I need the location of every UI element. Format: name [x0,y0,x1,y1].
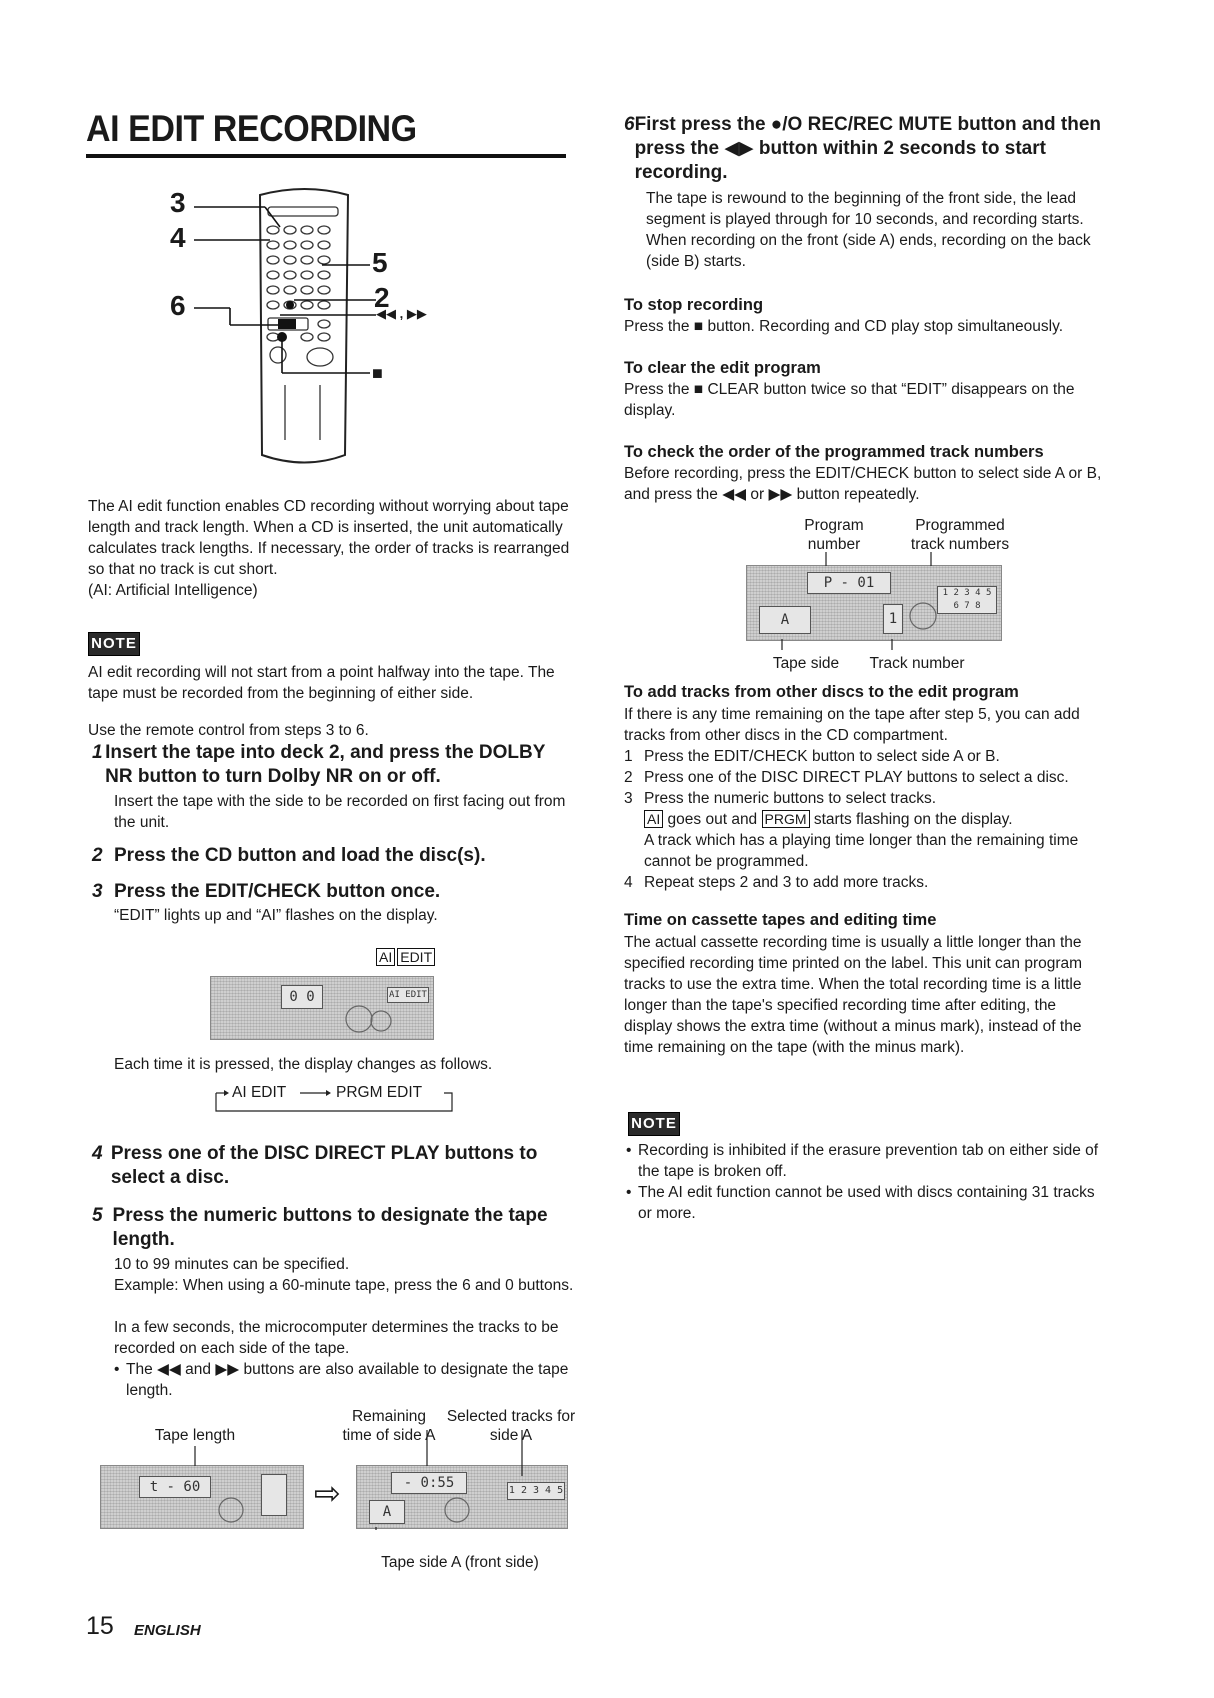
note2-bullet-1: Recording is inhibited if the erasure prevention tab on either side of the tape is broken off. [638,1142,1099,1180]
tape-side-label: Tape side [772,655,840,672]
lcd-segment: A [759,606,811,634]
list-item-text: Press one of the DISC DIRECT PLAY buttons to select a disc. [644,769,1069,786]
step-5-bullet [114,1359,574,1401]
list-item-detail [624,809,1106,830]
list-item [624,767,1106,788]
tape-length-label: Tape length [154,1427,236,1444]
flash-text-a: goes out and [667,811,758,828]
callout-5: 5 [372,247,388,278]
step-number: 1 [92,742,103,763]
add-tracks-intro: If there is any time remaining on the tape after step 5, you can add tracks from other discs in the CD compartment. [624,706,1080,744]
list-number: 2 [624,769,633,786]
callout-lines [746,540,1046,660]
list-item [624,872,1106,893]
intro-abbr: (AI: Artificial Intelligence) [88,582,258,599]
step-4-heading: Press one of the DISC DIRECT PLAY buttons to select a disc. [110,1143,538,1188]
lcd-segment: 0 0 [281,985,323,1009]
ai-box: AI [644,810,663,828]
intro-text: The AI edit function enables CD recording without worrying about tape length and track length. When a CD is inserted, the unit automatically calculates track lengths. If necessary, the order of tracks is rearranged so that no track is cut short. [88,498,570,578]
step-3 [92,880,572,904]
callout-6: 6 [170,290,186,321]
lcd-segment: - 0:55 [391,1472,467,1494]
check-order-heading: To check the order of the programmed track numbers [624,443,1044,461]
lcd-segment: t - 60 [139,1476,211,1498]
callout-4: 4 [170,222,186,253]
step-1 [92,741,572,789]
bullet-dot: • [626,1142,632,1159]
list-item-text: Repeat steps 2 and 3 to add more tracks. [644,874,929,891]
add-tracks-heading: To add tracks from other discs to the edit program [624,683,1019,701]
lcd-segment: 1 [883,604,903,634]
step-5-body-1: 10 to 99 minutes can be specified. [114,1256,350,1273]
callout-2: 2 [374,282,390,313]
lcd-track-grid: 1 2 3 4 5 [507,1482,565,1500]
selected-tracks-label: Selected tracks for side A [446,1408,576,1444]
check-order-text: Before recording, press the EDIT/CHECK button to select side A or B, and press the ◀◀ or ▶▶ button repeatedly. [624,465,1102,503]
list-item-text: Press the numeric buttons to select tracks. [644,790,937,807]
step-5-bullet-text: The ◀◀ and ▶▶ buttons are also available to designate the tape length. [126,1361,569,1399]
program-number-label: Program number [804,517,864,553]
list-item [624,788,1106,809]
remote-hint: Use the remote control from steps 3 to 6. [88,722,369,739]
programmed-tracks-label: Programmed track numbers [910,517,1010,553]
cycle-prgm-edit: PRGM EDIT [336,1084,423,1101]
list-number: 1 [624,748,633,765]
note-badge: NOTE [628,1112,680,1136]
step-2-heading: Press the CD button and load the disc(s). [114,845,486,866]
step-4 [92,1142,582,1190]
clear-program-heading: To clear the edit program [624,359,821,377]
arrow-icon: ⇨ [314,1475,341,1511]
bullet-dot: • [114,1361,120,1378]
list-item [626,1140,1106,1182]
cassette-time-heading: Time on cassette tapes and editing time [624,911,937,929]
step-5-body-2: Example: When using a 60-minute tape, press the 6 and 0 buttons. [114,1277,574,1294]
stop-recording-text: Press the ■ button. Recording and CD play stop simultaneously. [624,318,1063,335]
tape-side-a-label: Tape side A (front side) [381,1554,539,1571]
lcd-badge: AI EDIT [387,987,429,1003]
stop-recording-heading: To stop recording [624,296,764,314]
list-item [626,1182,1106,1224]
warning-text: A track which has a playing time longer than the remaining time cannot be programmed. [644,832,1079,870]
step-number: 3 [92,881,103,902]
page-language: ENGLISH [134,1622,201,1639]
step-number: 5 [92,1205,103,1226]
step-3-heading: Press the EDIT/CHECK button once. [114,881,441,902]
step-6 [624,113,1106,185]
track-number-label: Track number [869,655,965,672]
note1-text: AI edit recording will not start from a point halfway into the tape. The tape must be recorded from the beginning of either side. [88,664,555,702]
display-cycle [214,1081,454,1117]
list-item-text: Press the EDIT/CHECK button to select side A or B. [644,748,1000,765]
remote-diagram [170,185,470,485]
step-6-body: The tape is rewound to the beginning of the front side, the lead segment is played through for 10 seconds, and recording starts. When recording on the front (side A) ends, recording on the back (side B) starts. [646,190,1091,270]
list-number: 4 [624,874,633,891]
lcd-disc-graphic [211,977,433,1039]
cassette-time-text: The actual cassette recording time is usually a little longer than the specified recording time printed on the label. This unit can program tracks to use the extra time. When the total recording time is a little longer than the tape's specified recording time after editing, the display shows the extra time (without a minus mark), instead of the time remaining on the tape (with the minus mark). [624,934,1083,1056]
flash-text-b: starts flashing on the display. [813,811,1013,828]
step-1-body: Insert the tape with the side to be recorded on first facing out from the unit. [114,793,566,831]
lcd-segment: A [369,1500,405,1524]
edit-box: EDIT [397,948,435,966]
note2-list [626,1140,1106,1224]
step-number: 2 [92,845,103,866]
step-3-body: “EDIT” lights up and “AI” flashes on the display. [114,907,438,924]
step-5-heading: Press the numeric buttons to designate the tape length. [112,1205,548,1250]
lcd-segment: P - 01 [807,572,891,594]
note2-bullet-2: The AI edit function cannot be used with discs containing 31 tracks or more. [638,1184,1095,1222]
step-number: 6 [624,114,635,135]
callout-lines [100,1430,580,1530]
title-underline [86,154,566,158]
note-badge: NOTE [88,632,140,656]
stop-icon: ■ [372,363,383,383]
step-number: 4 [92,1143,103,1164]
ai-edit-indicator [376,949,435,965]
ai-box: AI [376,948,395,966]
remaining-time-label: Remaining time of side A [342,1408,436,1444]
list-number: 3 [624,790,633,807]
list-item-detail [624,830,1106,872]
bullet-dot: • [626,1184,632,1201]
step-1-heading: Insert the tape into deck 2, and press the DOLBY NR button to turn Dolby NR on or off. [105,742,546,787]
remote-control-illustration [170,185,470,485]
clear-program-text: Press the ■ CLEAR button twice so that “EDIT” disappears on the display. [624,381,1075,419]
step-5-body-3: In a few seconds, the microcomputer determines the tracks to be recorded on each side of the tape. [114,1319,559,1357]
prgm-box: PRGM [762,810,810,828]
page-title: AI EDIT RECORDING [86,108,417,149]
step-5 [92,1204,582,1252]
step-6-heading: First press the ●/O REC/REC MUTE button and then press the ◀▶ button within 2 seconds to start recording. [634,114,1102,183]
lcd-display-step3 [210,976,434,1040]
display-cycle-intro: Each time it is pressed, the display changes as follows. [114,1056,493,1073]
rew-ff-label: ◀◀ , ▶▶ [376,306,427,321]
step-2 [92,844,572,868]
list-item [624,746,1106,767]
page-number: 15 [86,1612,114,1640]
add-tracks-list [624,746,1106,893]
cycle-ai-edit: AI EDIT [232,1084,287,1101]
callout-3: 3 [170,187,186,218]
lcd-track-grid: 1 2 3 4 5 6 7 8 [937,586,997,614]
